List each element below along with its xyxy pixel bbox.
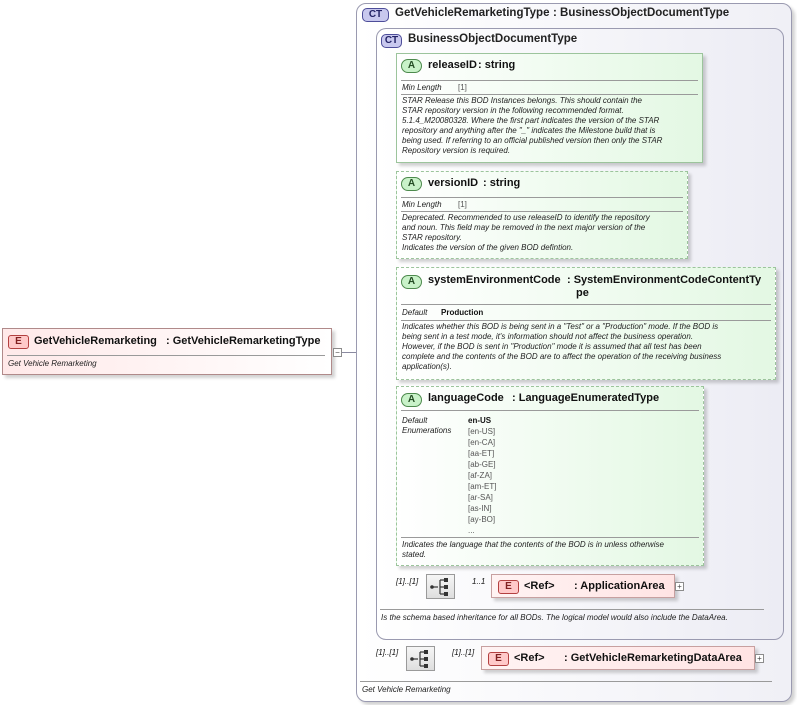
attribute-doc: Deprecated. Recommended to use releaseID to identify the repository and noun. This field may be removed in the next major version of the STAR repository. Indicates the version of the given BOD defintion. xyxy=(402,213,650,252)
sequence-compositor-icon[interactable] xyxy=(406,646,435,671)
root-element-doc: Get Vehicle Remarketing xyxy=(8,359,97,368)
attribute-languagecode[interactable] xyxy=(396,386,704,566)
facet-value: Production xyxy=(441,308,484,317)
sequence-compositor-icon[interactable] xyxy=(426,574,455,599)
separator xyxy=(360,681,772,682)
complex-type-doc: Get Vehicle Remarketing xyxy=(362,685,451,694)
attribute-badge: A xyxy=(401,177,422,191)
element-applicationarea[interactable] xyxy=(491,574,675,598)
base-type-badge: CT xyxy=(381,34,402,48)
attribute-badge: A xyxy=(401,275,422,289)
expand-toggle-icon[interactable]: + xyxy=(675,582,684,591)
child-cardinality: [1]..[1] xyxy=(452,648,475,657)
attribute-badge: A xyxy=(401,59,422,73)
enumeration-values: en-US [en-US] [en-CA] [aa-ET] [ab-GE] [af-ZA] [am-ET] [ar-SA] [as-IN] [ay-BO] ... xyxy=(468,416,497,535)
attribute-type-wrap: pe xyxy=(576,287,589,299)
collapse-toggle-icon[interactable]: − xyxy=(333,348,342,357)
child-cardinality: 1..1 xyxy=(472,577,486,586)
separator xyxy=(401,537,699,538)
attribute-name: systemEnvironmentCode xyxy=(428,274,561,286)
attribute-type: : LanguageEnumeratedType xyxy=(512,392,660,404)
root-element-box[interactable] xyxy=(2,328,332,375)
complex-type-base: : BusinessObjectDocumentType xyxy=(553,7,730,19)
complex-type-badge: CT xyxy=(362,8,389,22)
attribute-doc: Indicates whether this BOD is being sent in a "Test" or a "Production" mode. If the BOD is being sent in a test mode, it's information should not affect the business operation. However, if the BOD is sent in "Production" mode it is assumed that all test has been complete and the contents of the BOD are to affect the operation of the receiving business application(s). xyxy=(402,322,722,371)
facet-label: Default xyxy=(402,308,428,317)
attribute-name: versionID xyxy=(428,177,479,189)
attribute-type: : string xyxy=(483,177,521,189)
separator xyxy=(7,355,325,356)
facet-value: [1] xyxy=(458,83,467,92)
separator xyxy=(401,211,683,212)
element-name: : ApplicationArea xyxy=(574,580,665,592)
separator xyxy=(380,609,764,610)
attribute-doc: STAR Release this BOD Instances belongs. This should contain the STAR repository version in the following recommended format. 5.1.4_M20080328. Where the first part indicates the version of the STAR repository and anything after the "_" indicates the Milestone build that is being used. If referring to an official published version then only the STAR Repository version is required. xyxy=(402,96,663,155)
attribute-releaseid[interactable] xyxy=(396,53,703,163)
facet-label: Min Length xyxy=(402,83,442,92)
element-ref: <Ref> xyxy=(524,580,555,592)
element-name: : GetVehicleRemarketingDataArea xyxy=(564,652,742,664)
root-element-type: : GetVehicleRemarketingType xyxy=(166,335,321,347)
enumerations-label: Enumerations xyxy=(402,426,452,435)
expand-toggle-icon[interactable]: + xyxy=(755,654,764,663)
element-ref: <Ref> xyxy=(514,652,545,664)
attribute-badge: A xyxy=(401,393,422,407)
separator xyxy=(401,94,698,95)
separator xyxy=(401,410,699,411)
base-type-name: BusinessObjectDocumentType xyxy=(408,33,578,45)
sequence-cardinality: [1]..[1] xyxy=(396,577,419,586)
base-type-doc: Is the schema based inheritance for all BODs. The logical model would also include the DataArea. xyxy=(381,613,728,622)
facet-label: Min Length xyxy=(402,200,442,209)
default-label: Default xyxy=(402,416,428,425)
element-badge: E xyxy=(498,580,519,594)
facet-value: [1] xyxy=(458,200,467,209)
attribute-versionid[interactable] xyxy=(396,171,688,259)
sequence-icon xyxy=(427,575,454,598)
attribute-type: : SystemEnvironmentCodeContentTy xyxy=(567,274,762,286)
element-badge: E xyxy=(488,652,509,666)
separator xyxy=(401,304,771,305)
separator xyxy=(401,80,698,81)
attribute-name: languageCode xyxy=(428,392,504,404)
attribute-type: : string xyxy=(478,59,516,71)
attribute-systemenvironmentcode[interactable] xyxy=(396,267,776,380)
attribute-doc: Indicates the language that the contents of the BOD is in unless otherwise stated. xyxy=(402,540,664,559)
complex-type-name: GetVehicleRemarketingType xyxy=(395,7,550,19)
separator xyxy=(401,197,683,198)
separator xyxy=(401,320,771,321)
sequence-icon xyxy=(407,647,434,670)
attribute-name: releaseID xyxy=(428,59,477,71)
element-badge: E xyxy=(8,335,29,349)
root-element-name: GetVehicleRemarketing xyxy=(34,335,157,347)
element-getvehicleremarketingdataarea[interactable] xyxy=(481,646,755,670)
sequence-cardinality: [1]..[1] xyxy=(376,648,399,657)
